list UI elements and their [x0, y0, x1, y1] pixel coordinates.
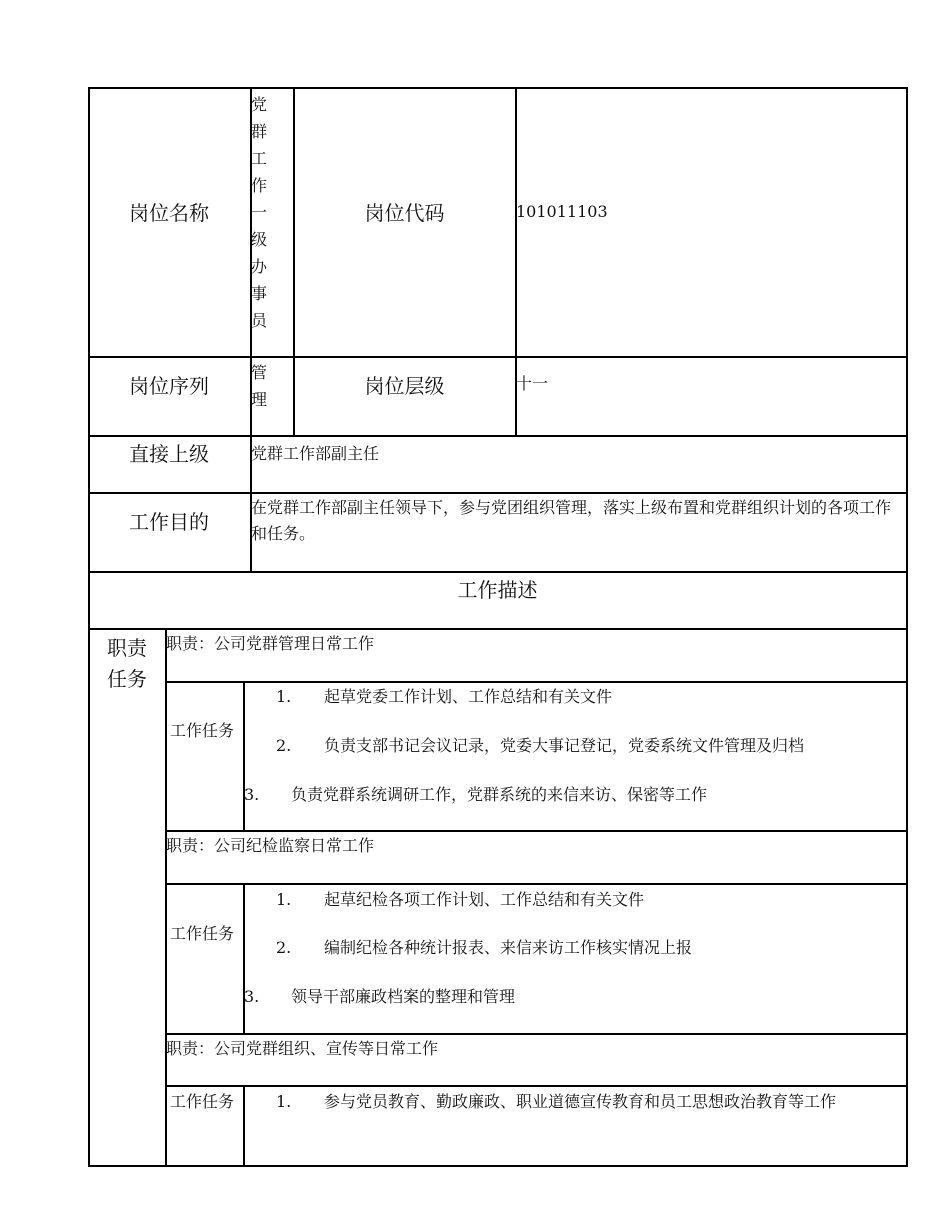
task-number: 2. — [276, 736, 292, 755]
superior-value: 党群工作部副主任 — [251, 444, 380, 463]
task-text: 起草纪检各项工作计划、工作总结和有关文件 — [324, 890, 645, 909]
col-divider — [243, 1085, 245, 1166]
superior-label: 直接上级 — [129, 442, 209, 466]
row-divider — [166, 830, 907, 832]
task-text: 领导干部廉政档案的整理和管理 — [291, 987, 516, 1006]
task-number: 1. — [276, 687, 292, 706]
duties-label: 职责任务 — [107, 636, 147, 691]
task-label: 工作任务 — [169, 924, 234, 943]
duty-title: 职责：公司纪检监察日常工作 — [166, 836, 375, 855]
task-label: 工作任务 — [169, 721, 234, 740]
task-text: 负责支部书记会议记录，党委大事记登记，党委系统文件管理及归档 — [324, 736, 805, 755]
col-divider — [165, 628, 167, 1166]
task-number: 1. — [276, 890, 292, 909]
col-divider — [243, 681, 245, 831]
task-number: 1. — [276, 1092, 292, 1111]
border-right — [906, 87, 908, 1167]
purpose-value: 在党群工作部副主任领导下，参与党团组织管理，落实上级布置和党群组织计划的各项工作和任务。 — [251, 498, 892, 543]
job-description-table — [88, 87, 907, 1167]
task-label: 工作任务 — [169, 1092, 234, 1111]
position-code-value: 101011103 — [516, 202, 608, 221]
row-divider — [88, 435, 907, 437]
duty-title: 职责：公司党群管理日常工作 — [166, 634, 375, 653]
series-value: 管理 — [251, 363, 268, 409]
task-number: 3. — [244, 785, 260, 804]
border-top — [88, 87, 907, 89]
row-divider — [166, 1085, 907, 1087]
task-text: 编制纪检各种统计报表、来信来访工作核实情况上报 — [324, 938, 693, 957]
row-divider — [166, 1033, 907, 1035]
level-value: 十一 — [516, 374, 549, 393]
task-number: 2. — [276, 938, 292, 957]
row-divider — [88, 628, 907, 630]
row-divider — [88, 571, 907, 573]
row-divider — [166, 681, 907, 683]
series-label: 岗位序列 — [129, 374, 209, 398]
task-number: 3. — [244, 987, 260, 1006]
border-left — [88, 87, 90, 1167]
task-text: 负责党群系统调研工作，党群系统的来信来访、保密等工作 — [291, 785, 708, 804]
border-bottom — [88, 1165, 907, 1167]
row-divider — [88, 356, 907, 358]
position-name-value: 党群工作一级办事员 — [251, 95, 268, 330]
level-label: 岗位层级 — [364, 374, 445, 398]
row-divider — [166, 883, 907, 885]
col-divider — [243, 883, 245, 1034]
purpose-label: 工作目的 — [129, 510, 209, 534]
row-divider — [88, 492, 907, 494]
task-text: 参与党员教育、勤政廉政、职业道德宣传教育和员工思想政治教育等工作 — [324, 1092, 837, 1111]
description-title: 工作描述 — [457, 578, 538, 602]
position-name-label: 岗位名称 — [129, 201, 209, 225]
duty-title: 职责：公司党群组织、宣传等日常工作 — [166, 1039, 439, 1058]
task-text: 起草党委工作计划、工作总结和有关文件 — [324, 687, 613, 706]
position-code-label: 岗位代码 — [364, 201, 445, 225]
